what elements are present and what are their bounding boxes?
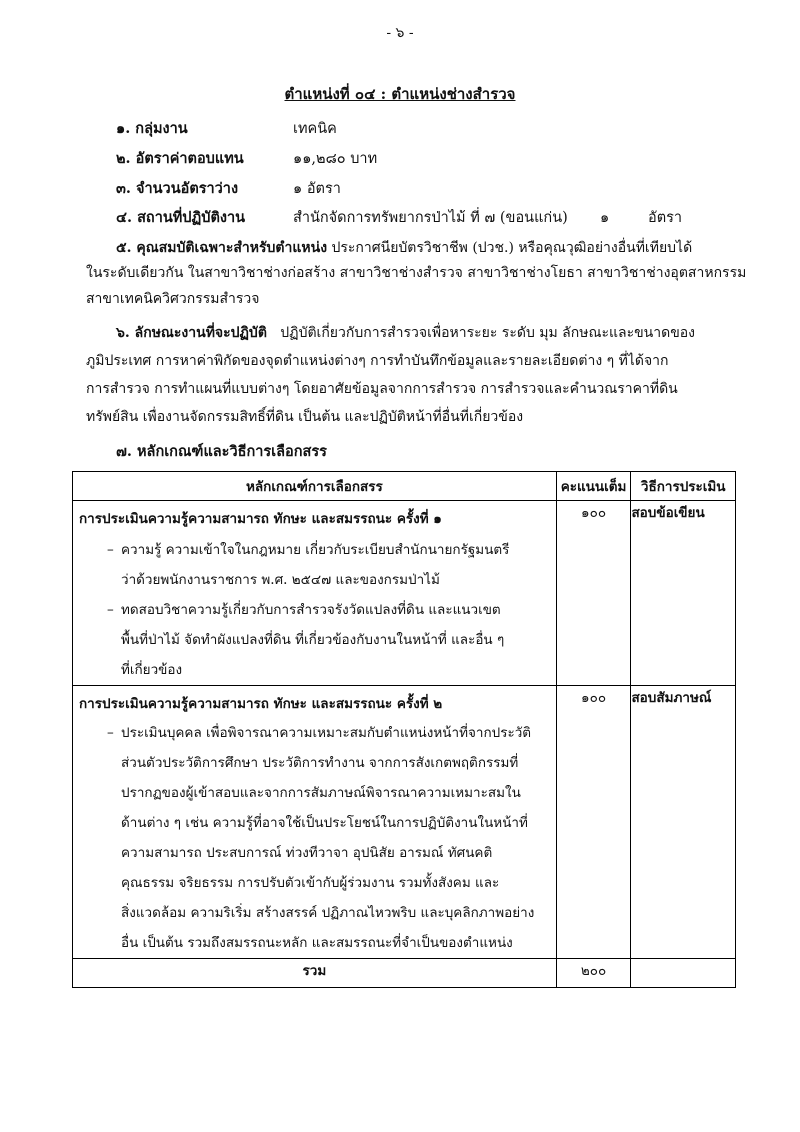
table-header-row	[73, 472, 736, 501]
duties-label: ๖. ลักษณะงานที่จะปฏิบัติ	[116, 325, 267, 341]
item-work-group-label: ๑. กลุ่มงาน	[116, 120, 188, 137]
bullet-line: ความรู้ ความเข้าใจในกฎหมาย เกี่ยวกับระเบียบสำนักนายกรัฐมนตรี	[121, 542, 510, 558]
round-2-title: การประเมินความรู้ความสามารถ ทักษะ และสมรรถนะ ครั้งที่ ๒	[79, 696, 443, 712]
table-total-row	[73, 959, 736, 988]
item-workplace-count: ๑	[600, 210, 610, 226]
duties-text-1: ปฏิบัติเกี่ยวกับการสำรวจเพื่อหาระยะ ระดับ มุม ลักษณะและขนาดของ	[280, 325, 696, 341]
bullet-line: ส่วนตัวประวัติการศึกษา ประวัติการทำงาน จากการสังเกตพฤติกรรมที่	[121, 755, 519, 771]
item-vacancy-value: ๑ อัตรา	[293, 181, 341, 197]
selection-label: ๗. หลักเกณฑ์และวิธีการเลือกสรร	[116, 443, 327, 460]
item-vacancy-label: ๓. จำนวนอัตราว่าง	[116, 180, 239, 197]
qualification-line-2: ในระดับเดียวกัน ในสาขาวิชาช่างก่อสร้าง สาขาวิชาช่างสำรวจ สาขาวิชาช่างโยธา สาขาวิชาช่างอุตสาหกรรม	[86, 265, 747, 281]
duties-line-2: ภูมิประเทศ การหาค่าพิกัดของจุดตำแหน่งต่างๆ การทำบันทึกข้อมูลและรายละเอียดต่าง ๆ ที่ได้จาก	[86, 353, 669, 369]
round-1-cell	[73, 501, 557, 686]
bullet-dash: –	[107, 725, 114, 741]
bullet-line: ประเมินบุคคล เพื่อพิจารณาความเหมาะสมกับตำแหน่งหน้าที่จากประวัติ	[121, 725, 532, 741]
header-method: วิธีการประเมิน	[631, 472, 736, 501]
bullet-line: ว่าด้วยพนักงานราชการ พ.ศ. ๒๕๔๗ และของกรมป่าไม้	[121, 572, 440, 588]
round-1-method: สอบข้อเขียน	[631, 501, 736, 686]
total-label: รวม	[73, 959, 557, 988]
total-score: ๒๐๐	[556, 959, 631, 988]
item-work-group-value: เทคนิค	[293, 121, 337, 137]
bullet-line: พื้นที่ป่าไม้ จัดทำผังแปลงที่ดิน ที่เกี่ยวข้องกับงานในหน้าที่ และอื่น ๆ	[121, 632, 505, 648]
item-workplace-unit: อัตรา	[648, 210, 683, 226]
qualification-line-3: สาขาเทคนิควิศวกรรมสำรวจ	[86, 291, 260, 307]
bullet-dash: –	[107, 542, 114, 558]
bullet-line: ทดสอบวิชาความรู้เกี่ยวกับการสำรวจรังวัดแปลงที่ดิน และแนวเขต	[121, 602, 501, 618]
selection-criteria-table	[72, 471, 736, 988]
item-workplace-label: ๔. สถานที่ปฏิบัติงาน	[116, 209, 246, 226]
duties-line-1	[116, 322, 695, 344]
round-2-method: สอบสัมภาษณ์	[631, 686, 736, 959]
bullet-line: ที่เกี่ยวข้อง	[121, 662, 183, 678]
bullet-line: ปรากฏของผู้เข้าสอบและจากการสัมภาษณ์พิจารณาความเหมาะสมใน	[121, 785, 521, 801]
position-title	[0, 82, 800, 106]
bullet-line: ด้านต่าง ๆ เช่น ความรู้ที่อาจใช้เป็นประโยชน์ในการปฏิบัติงานในหน้าที่	[121, 815, 528, 831]
bullet-line: คุณธรรม จริยธรรม การปรับตัวเข้ากับผู้ร่วมงาน รวมทั้งสังคม และ	[121, 875, 500, 891]
round-1-score: ๑๐๐	[556, 501, 631, 686]
bullet-dash: –	[107, 602, 114, 618]
header-full-score: คะแนนเต็ม	[556, 472, 631, 501]
round-1-bullet-1	[73, 535, 556, 595]
page-number: - ๖ -	[386, 25, 414, 41]
bullet-line: สิ่งแวดล้อม ความริเริ่ม สร้างสรรค์ ปฏิภาณไหวพริบ และบุคลิกภาพอย่าง	[121, 905, 535, 921]
position-title-text: ตำแหน่งที่ ๐๔ : ตำแหน่งช่างสำรวจ	[284, 85, 516, 103]
round-2-bullet-1	[73, 718, 556, 958]
total-method-empty	[631, 959, 736, 988]
round-1-bullet-2	[73, 595, 556, 685]
duties-line-3: การสำรวจ การทำแผนที่แบบต่างๆ โดยอาศัยข้อมูลจากการสำรวจ การสำรวจและคำนวณราคาที่ดิน	[86, 381, 678, 397]
round-2-score: ๑๐๐	[556, 686, 631, 959]
header-criteria: หลักเกณฑ์การเลือกสรร	[73, 472, 557, 501]
item-compensation-value: ๑๑,๒๘๐ บาท	[293, 151, 378, 167]
item-compensation-label: ๒. อัตราค่าตอบแทน	[116, 150, 244, 167]
round-1-title: การประเมินความรู้ความสามารถ ทักษะ และสมรรถนะ ครั้งที่ ๑	[79, 511, 442, 527]
bullet-line: ความสามารถ ประสบการณ์ ท่วงทีวาจา อุปนิสัย อารมณ์ ทัศนคติ	[121, 845, 493, 861]
duties-line-4: ทรัพย์สิน เพื่องานจัดกรรมสิทธิ์ที่ดิน เป็นต้น และปฏิบัติหน้าที่อื่นที่เกี่ยวข้อง	[86, 409, 524, 425]
qualification-text-1: ประกาศนียบัตรวิชาชีพ (ปวช.) หรือคุณวุฒิอย่างอื่นที่เทียบได้	[331, 240, 693, 256]
bullet-line: อื่น เป็นต้น รวมถึงสมรรถนะหลัก และสมรรถนะที่จำเป็นของตำแหน่ง	[121, 935, 513, 951]
round-2-cell	[73, 686, 557, 959]
item-workplace-value: สำนักจัดการทรัพยากรป่าไม้ ที่ ๗ (ขอนแก่น)	[293, 210, 568, 226]
qualification-label: ๕. คุณสมบัติเฉพาะสำหรับตำแหน่ง	[116, 240, 328, 256]
qualification-line-1	[116, 237, 692, 259]
table-row	[73, 501, 736, 686]
table-row	[73, 686, 736, 959]
